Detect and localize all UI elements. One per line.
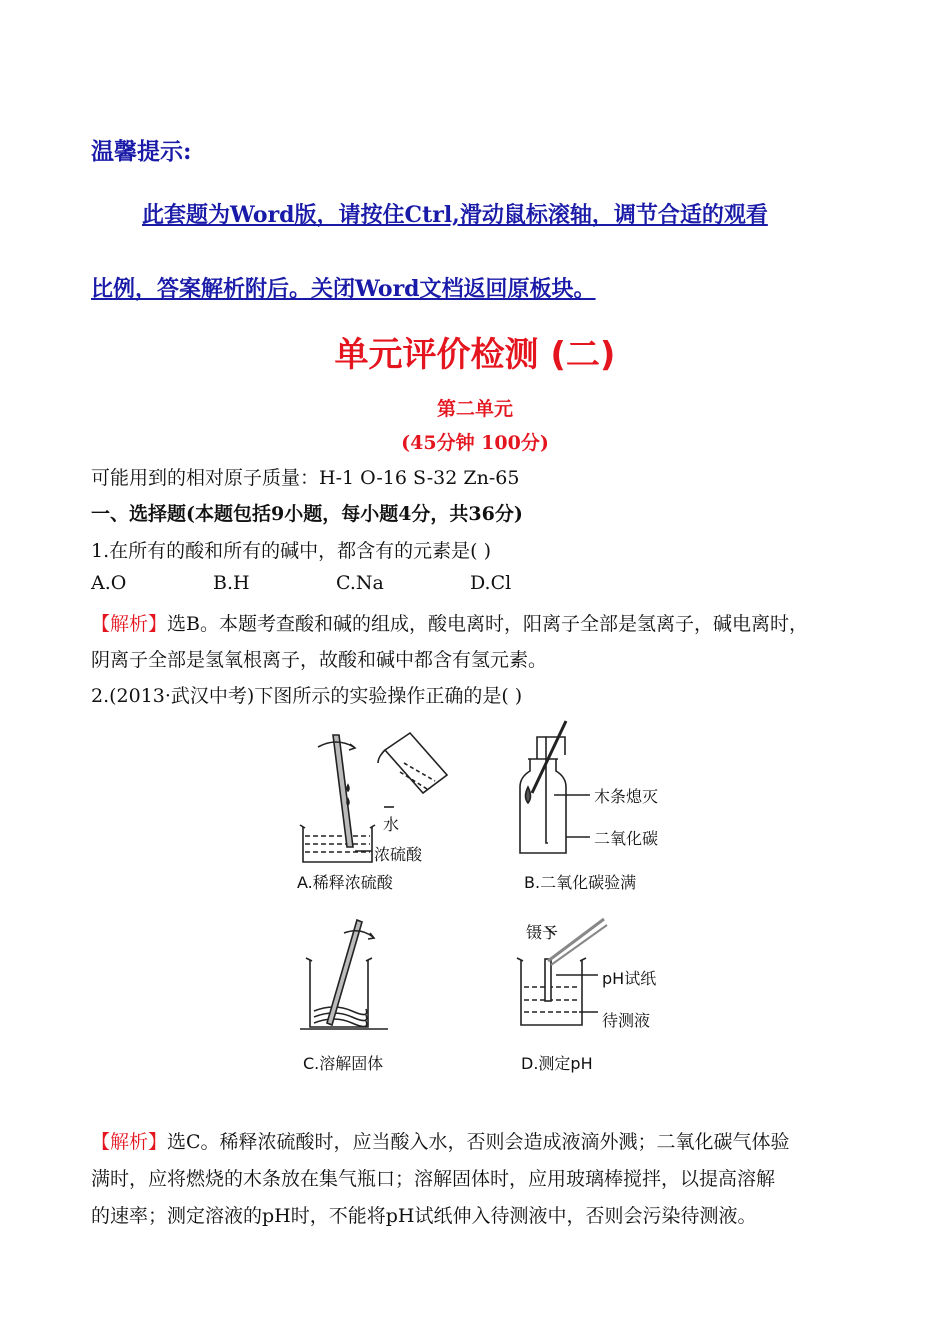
label-co2: 二氧化碳: [594, 829, 659, 848]
q1-option-c: C.Na: [336, 572, 384, 594]
label-ph-paper: pH试纸: [602, 969, 657, 988]
caption-b: B.二氧化碳验满: [524, 873, 637, 892]
panel-b-bottle: [520, 721, 590, 853]
label-stick-out: 木条熄灭: [594, 787, 659, 806]
q1-analysis-text1: 选B。本题考查酸和碱的组成，酸电离时，阳离子全部是氢离子，碱电离时，: [167, 613, 808, 635]
q2-analysis-text1: 选C。稀释浓硫酸时，应当酸入水，否则会造成液滴外溅；二氧化碳气体验: [167, 1131, 790, 1153]
q1-stem: 1.在所有的酸和所有的碱中，都含有的元素是( ): [91, 540, 491, 562]
label-test-liquid: 待测液: [602, 1011, 651, 1030]
analysis-tag: 【解析】: [91, 1131, 168, 1153]
q2-analysis-line3: 的速率；测定溶液的pH时，不能将pH试纸伸入待测液中，否则会污染待测液。: [91, 1205, 757, 1227]
q1-analysis-line1: [91, 609, 808, 636]
tip-heading: 温馨提示:: [91, 138, 192, 165]
label-water: 水: [383, 815, 400, 834]
caption-d: D.测定pH: [521, 1054, 593, 1073]
label-conc-sulfuric: 浓硫酸: [374, 845, 423, 864]
q1-option-a: A.O: [91, 572, 127, 594]
analysis-tag: 【解析】: [91, 613, 168, 635]
experiment-figure: [0, 715, 950, 1115]
q2-stem: 2.(2013·武汉中考)下图所示的实验操作正确的是( ): [91, 685, 523, 707]
section-heading: 一、选择题(本题包括9小题，每小题4分，共36分): [91, 503, 523, 525]
label-tweezers: 镊子: [526, 923, 559, 942]
atomic-masses: 可能用到的相对原子质量：H-1 O-16 S-32 Zn-65: [91, 467, 520, 489]
q1-analysis-line2: 阴离子全部是氢氧根离子，故酸和碱中都含有氢元素。: [91, 649, 548, 671]
q2-analysis-line2: 满时，应将燃烧的木条放在集气瓶口；溶解固体时，应用玻璃棒搅拌，以提高溶解: [91, 1168, 776, 1190]
page-title: 单元评价检测 (二): [334, 335, 616, 375]
unit-label: 第二单元: [436, 398, 513, 420]
q2-analysis-line1: [91, 1127, 790, 1154]
q1-option-d: D.Cl: [470, 572, 512, 594]
time-score: (45分钟 100分): [401, 432, 549, 454]
q1-option-b: B.H: [213, 572, 250, 594]
caption-a: A.稀释浓硫酸: [297, 873, 393, 892]
tip-line-2[interactable]: 比例，答案解析附后。关闭Word文档返回原板块。: [91, 276, 596, 302]
panel-c-beaker: [300, 920, 388, 1029]
caption-c: C.溶解固体: [303, 1054, 384, 1073]
tip-line-1[interactable]: 此套题为Word版，请按住Ctrl,滑动鼠标滚轴，调节合适的观看: [142, 202, 768, 228]
